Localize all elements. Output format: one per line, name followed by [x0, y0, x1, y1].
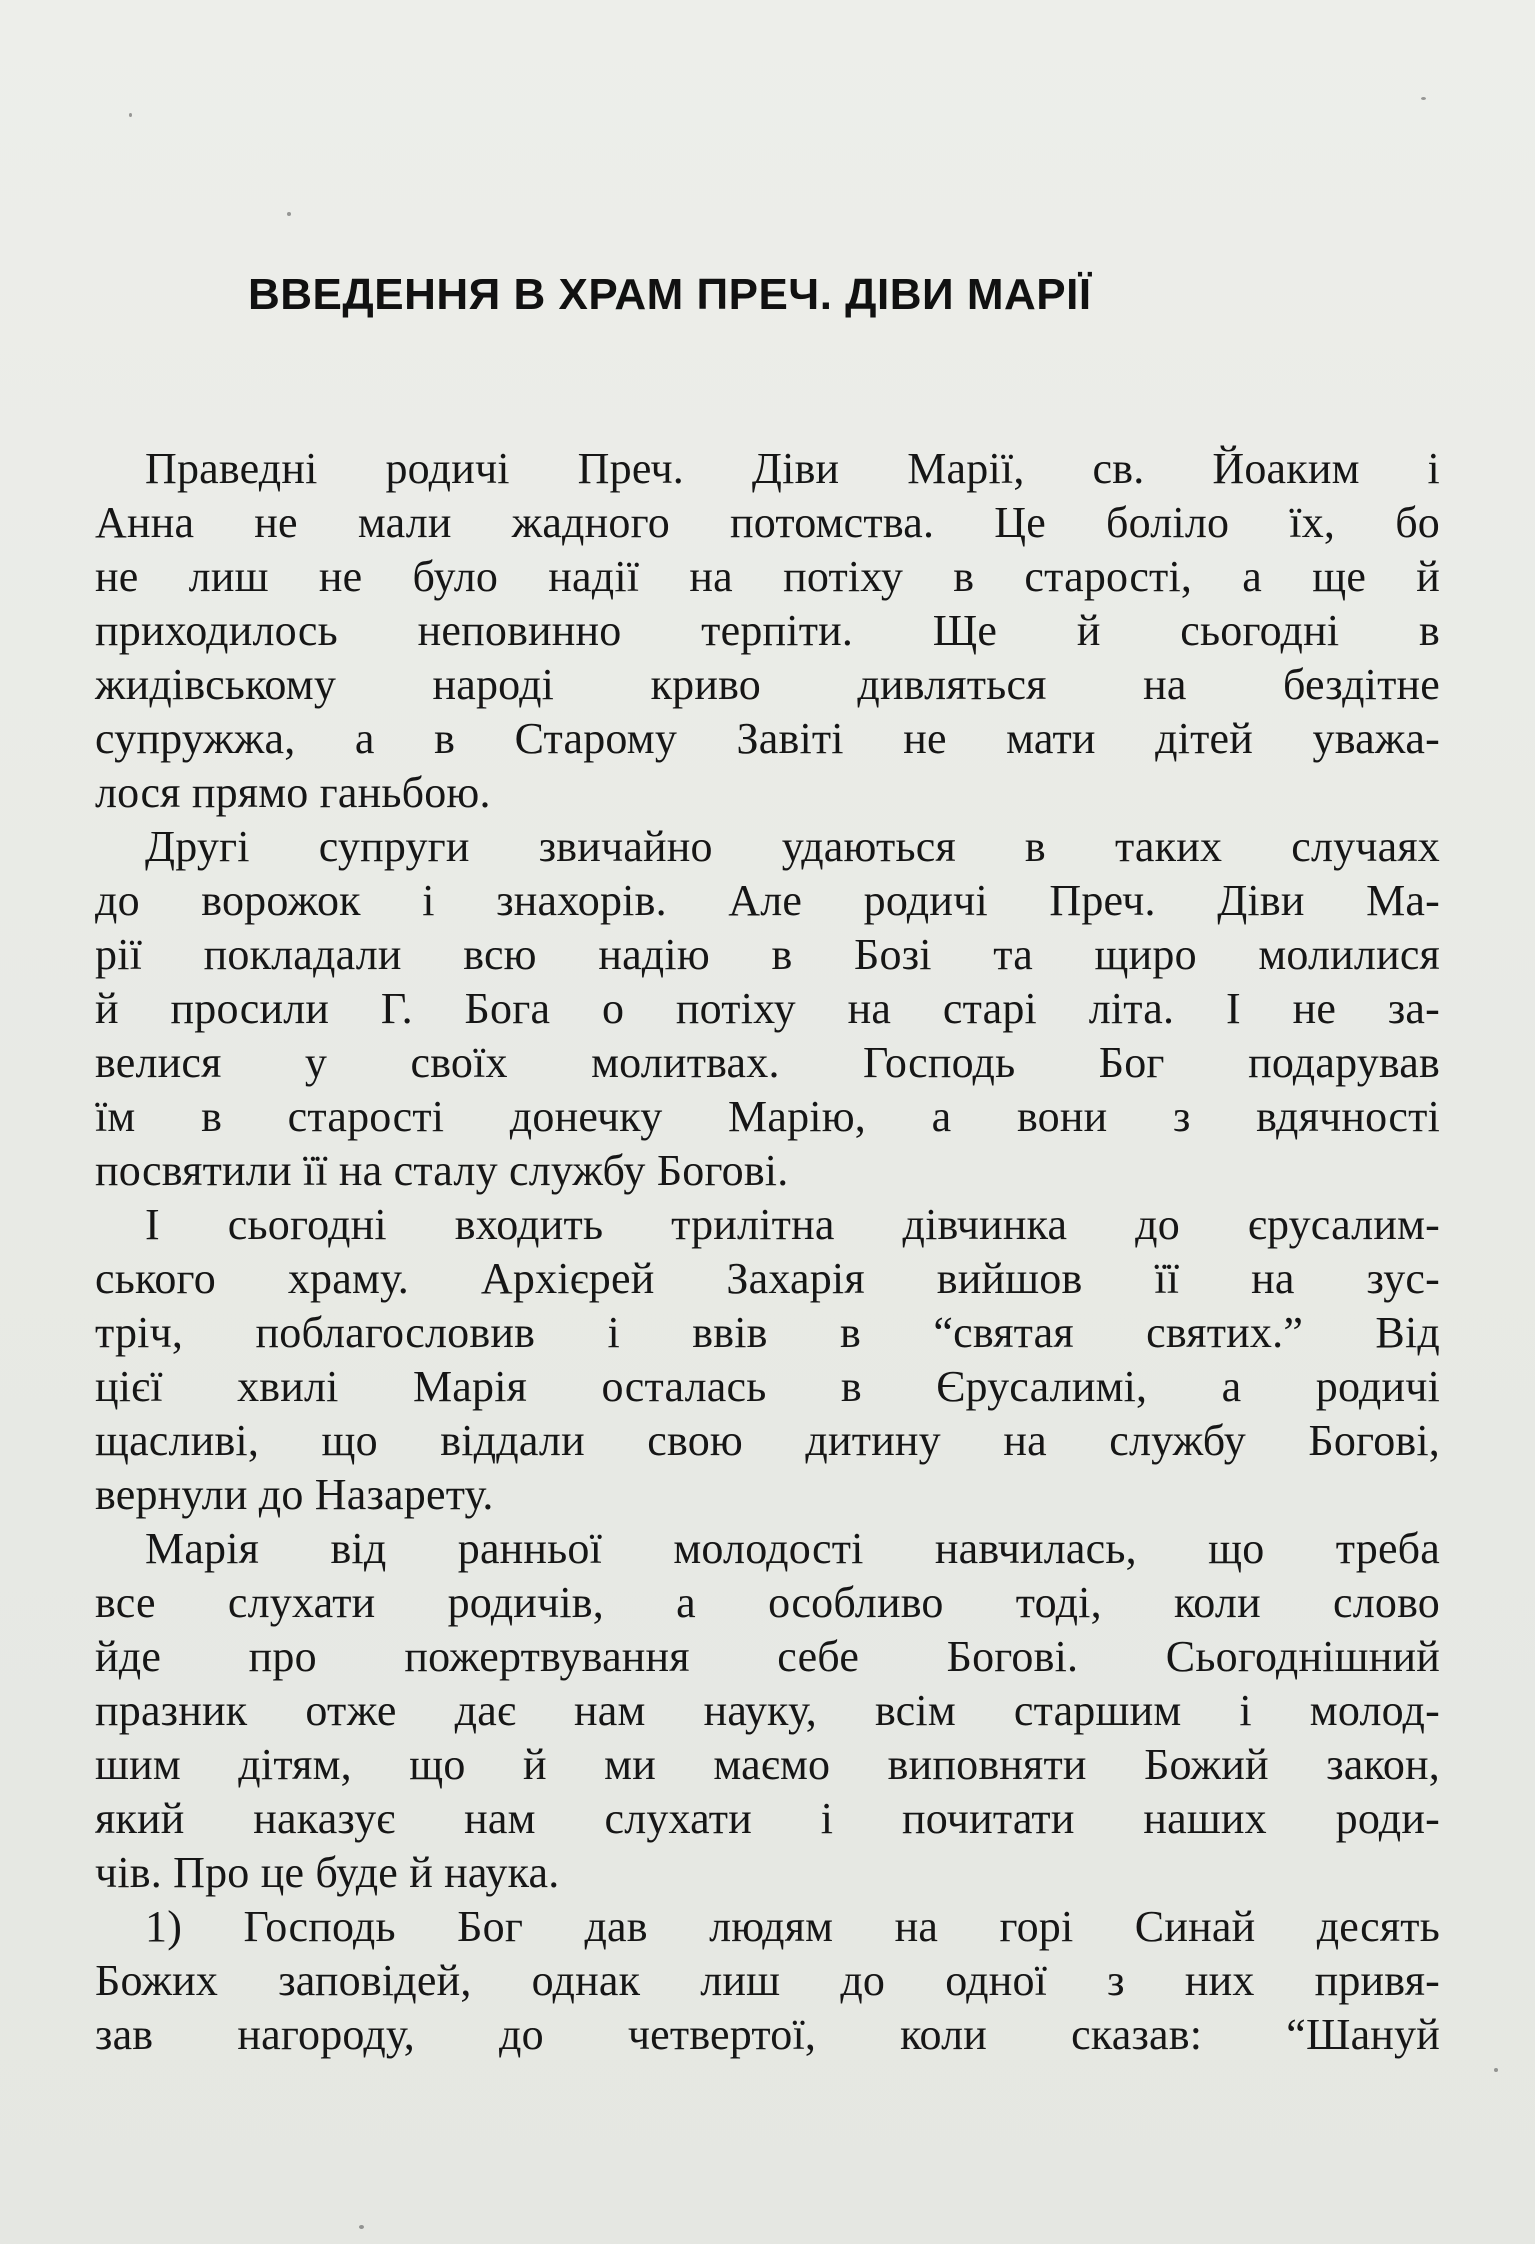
text-line: все слухати родичів, а особливо тоді, коли слово [95, 1578, 1440, 1627]
text-line: який наказує нам слухати і почитати наших роди- [95, 1794, 1440, 1843]
text-line: й просили Г. Бога о потіху на старі літа. І не за- [95, 984, 1440, 1033]
text-line: їм в старості донечку Марію, а вони з вдячності [95, 1092, 1440, 1141]
text-line: празник отже дає нам науку, всім старшим і молод- [95, 1686, 1440, 1735]
text-line: шим дітям, що й ми маємо виповняти Божий закон, [95, 1740, 1440, 1789]
text-line: Другі супруги звичайно удаються в таких случаях [145, 822, 1440, 871]
text-line: посвятили її на сталу службу Богові. [95, 1146, 789, 1195]
text-line: не лиш не було надії на потіху в старості, а ще й [95, 552, 1440, 601]
text-line: вернули до Назарету. [95, 1470, 494, 1519]
chapter-title: ВВЕДЕННЯ В ХРАМ ПРЕЧ. ДІВИ МАРІЇ [248, 270, 1092, 319]
text-line: 1) Господь Бог дав людям на горі Синай десять [145, 1902, 1440, 1951]
text-line: Анна не мали жадного потомства. Це боліло їх, бо [95, 498, 1440, 547]
text-line: йде про пожертвування себе Богові. Сьогоднішний [95, 1632, 1440, 1681]
text-line: лося прямо ганьбою. [95, 768, 491, 817]
text-line: щасливі, що віддали свою дитину на службу Богові, [95, 1416, 1440, 1465]
text-line: рії покладали всю надію в Бозі та щиро молилися [95, 930, 1440, 979]
paper-speck [287, 212, 291, 216]
body-text [95, 442, 1440, 2062]
paper-speck [129, 113, 132, 117]
text-line: тріч, поблагословив і ввів в “святая святих.” Від [95, 1308, 1440, 1357]
text-line: Марія від ранньої молодості навчилась, що треба [145, 1524, 1440, 1573]
text-line: жидівському народі криво дивляться на бездітне [95, 660, 1440, 709]
paper-speck [1421, 97, 1426, 100]
text-line: Праведні родичі Преч. Діви Марії, св. Йоаким і [145, 444, 1440, 493]
paper-speck [359, 2225, 364, 2229]
text-line: до ворожок і знахорів. Але родичі Преч. Діви Ма- [95, 876, 1440, 925]
text-line: велися у своїх молитвах. Господь Бог подарував [95, 1038, 1440, 1087]
text-line: цієї хвилі Марія осталась в Єрусалимі, а родичі [95, 1362, 1440, 1411]
text-line: Божих заповідей, однак лиш до одної з них привя- [95, 1956, 1440, 2005]
text-line: ського храму. Архієрей Захарія вийшов її на зус- [95, 1254, 1440, 1303]
text-line: зав нагороду, до четвертої, коли сказав: “Шануй [95, 2010, 1440, 2059]
text-line: приходилось неповинно терпіти. Ще й сьогодні в [95, 606, 1440, 655]
text-line: чів. Про це буде й наука. [95, 1848, 560, 1897]
text-line: І сьогодні входить трилітна дівчинка до єрусалим- [145, 1200, 1440, 1249]
text-line: супружжа, а в Старому Завіті не мати дітей уважа- [95, 714, 1440, 763]
paper-speck [1494, 2068, 1498, 2072]
